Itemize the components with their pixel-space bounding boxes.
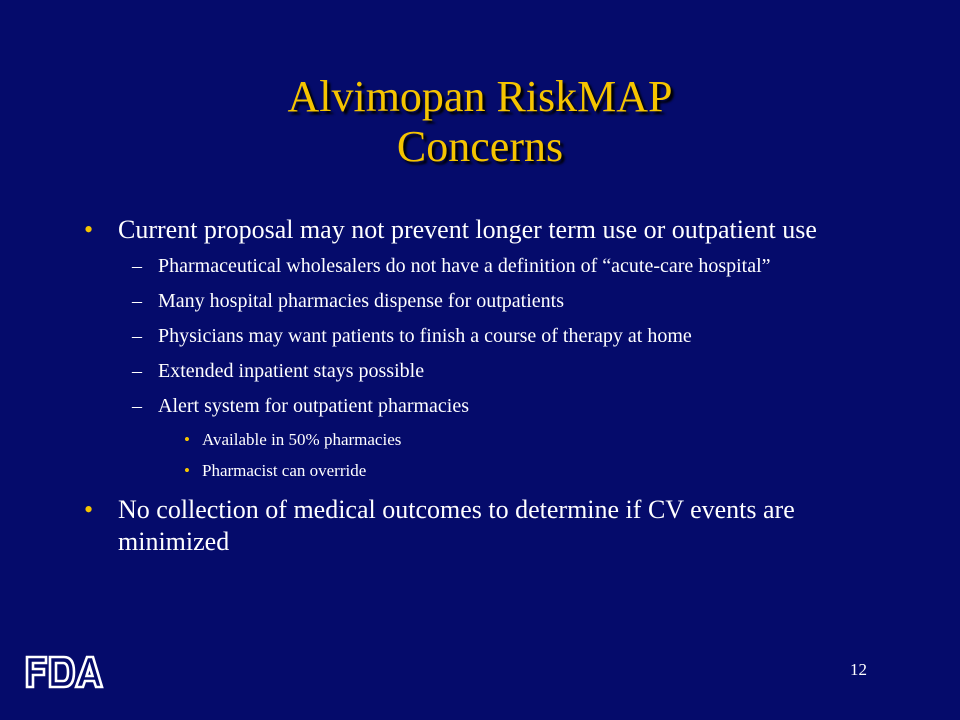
dash-mark: – [132,290,142,312]
title-line-2: Concerns [396,122,564,171]
bullet-item [84,214,884,246]
dash-mark: – [132,255,142,277]
slide-title [0,72,960,172]
bullet-mark: • [84,495,94,524]
dash-mark: – [132,325,142,347]
bullet-mark: • [184,430,190,449]
bullet-text: Current proposal may not prevent longer term use or outpatient use [118,215,817,244]
slide-content [84,214,884,566]
sub-bullet-text: Many hospital pharmacies dispense for outpatients [158,290,565,312]
title-line-1: Alvimopan RiskMAP [287,72,673,121]
bullet-item [84,494,884,558]
sub-sub-bullet-item [84,460,884,482]
sub-bullet-item [84,254,884,279]
sub-bullet-text: Physicians may want patients to finish a course of therapy at home [158,325,692,347]
sub-bullet-item [84,359,884,384]
page-number: 12 [850,660,867,679]
sub-bullet-text: Extended inpatient stays possible [158,360,425,382]
sub-bullet-item [84,289,884,314]
bullet-mark: • [184,461,190,480]
sub-bullet-item [84,394,884,419]
sub-sub-bullet-item [84,429,884,451]
sub-bullet-text: Alert system for outpatient pharmacies [158,395,470,417]
bullet-text: No collection of medical outcomes to determine if CV events are minimized [118,495,795,556]
fda-logo-icon [24,654,104,690]
sub-sub-bullet-text: Available in 50% pharmacies [202,430,402,449]
dash-mark: – [132,360,142,382]
sub-bullet-item [84,324,884,349]
sub-bullet-text: Pharmaceutical wholesalers do not have a definition of “acute-care hospital” [158,255,771,277]
dash-mark: – [132,395,142,417]
sub-sub-bullet-text: Pharmacist can override [202,461,367,480]
bullet-mark: • [84,215,94,244]
